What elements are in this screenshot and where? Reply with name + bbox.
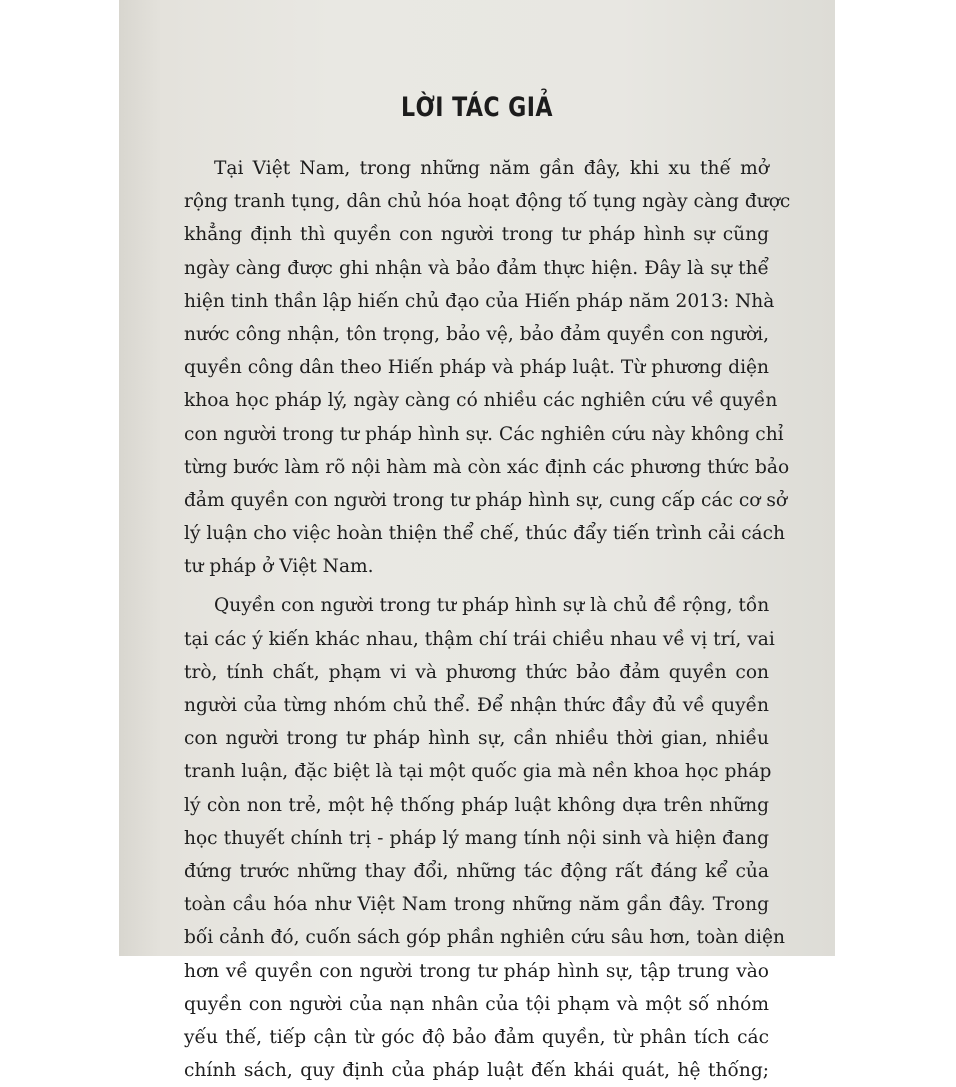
text-line: ngày càng được ghi nhận và bảo đảm thực hiện. Đây là sự thể xyxy=(184,257,769,279)
text-line: người của từng nhóm chủ thể. Để nhận thức đầy đủ về quyền xyxy=(184,695,769,716)
text-line: đứng trước những thay đổi, những tác động rất đáng kể của xyxy=(184,860,769,882)
text-line: quyền con người của nạn nhân của tội phạm và một số nhóm xyxy=(184,993,769,1015)
text-line: rộng tranh tụng, dân chủ hóa hoạt động tố tụng ngày càng được xyxy=(184,191,791,213)
text-line: hơn về quyền con người trong tư pháp hình sự, tập trung vào xyxy=(184,960,769,982)
body-text xyxy=(184,152,791,1087)
text-line: quyền công dân theo Hiến pháp và pháp luật. Từ phương diện xyxy=(184,357,769,379)
text-line: khoa học pháp lý, ngày càng có nhiều các nghiên cứu về quyền xyxy=(184,390,778,412)
text-line: tại các ý kiến khác nhau, thậm chí trái chiều nhau về vị trí, vai xyxy=(184,628,775,650)
text-line: hiện tinh thần lập hiến chủ đạo của Hiến pháp năm 2013: Nhà xyxy=(184,290,775,312)
text-line: yếu thế, tiếp cận từ góc độ bảo đảm quyền, từ phân tích các xyxy=(184,1026,769,1048)
book-page xyxy=(119,0,835,1082)
text-line: học thuyết chính trị - pháp lý mang tính nội sinh và hiện đang xyxy=(184,827,769,849)
text-line: Tại Việt Nam, trong những năm gần đây, khi xu thế mở xyxy=(214,158,769,179)
text-line: nước công nhận, tôn trọng, bảo vệ, bảo đảm quyền con người, xyxy=(184,323,769,345)
text-line: từng bước làm rõ nội hàm mà còn xác định các phương thức bảo xyxy=(184,456,790,478)
text-line: Quyền con người trong tư pháp hình sự là chủ đề rộng, tồn xyxy=(214,595,770,617)
page-title: LỜI TÁC GIẢ xyxy=(401,92,553,123)
text-line: đảm quyền con người trong tư pháp hình sự, cung cấp các cơ sở xyxy=(184,489,788,511)
text-line: toàn cầu hóa như Việt Nam trong những năm gần đây. Trong xyxy=(184,894,769,916)
text-line: lý luận cho việc hoàn thiện thể chế, thúc đẩy tiến trình cải cách xyxy=(184,523,786,545)
text-line: lý còn non trẻ, một hệ thống pháp luật không dựa trên những xyxy=(184,794,769,816)
text-line: con người trong tư pháp hình sự, cần nhiều thời gian, nhiều xyxy=(184,728,769,750)
text-line: khẳng định thì quyền con người trong tư pháp hình sự cũng xyxy=(184,224,769,246)
text-line: trò, tính chất, phạm vi và phương thức bảo đảm quyền con xyxy=(184,661,769,683)
text-line: bối cảnh đó, cuốn sách góp phần nghiên cứu sâu hơn, toàn diện xyxy=(184,927,785,949)
text-line: chính sách, quy định của pháp luật đến khái quát, hệ thống; xyxy=(184,1060,769,1082)
paragraph-2 xyxy=(184,589,785,1087)
text-line: tranh luận, đặc biệt là tại một quốc gia mà nền khoa học pháp xyxy=(184,761,772,783)
paragraph-1 xyxy=(184,152,791,583)
text-line: con người trong tư pháp hình sự. Các nghiên cứu này không chỉ xyxy=(184,423,784,445)
text-line: tư pháp ở Việt Nam. xyxy=(184,556,374,578)
